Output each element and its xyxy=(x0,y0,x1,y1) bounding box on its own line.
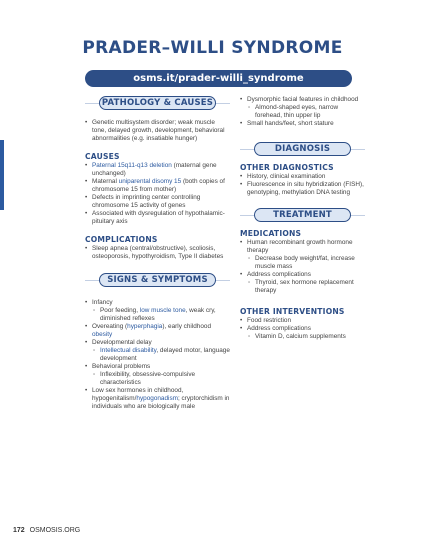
list-item: • Address complications xyxy=(240,271,365,279)
side-tab-marker xyxy=(0,140,4,210)
list-item: • Maternal uniparental disomy 15 (both copies of chromosome 15 from mother) xyxy=(85,178,230,194)
list-item: ◦ Decrease body weight/fat, increase muscle mass xyxy=(248,255,365,271)
link-obesity[interactable]: obesity xyxy=(92,331,113,338)
causes-title: CAUSES xyxy=(85,152,120,161)
link-hyperphagia[interactable]: hyperphagia xyxy=(127,323,163,330)
list-item: • Developmental delay xyxy=(85,339,230,347)
page-number: 172 xyxy=(13,527,25,534)
medications-list xyxy=(240,239,365,295)
list-item: • Human recombinant growth hormone therapy xyxy=(240,239,365,255)
link-hypogonadism[interactable]: hypogonadism xyxy=(136,395,178,402)
list-item: • Defects in imprinting center controlling chromosome 15 activity of genes xyxy=(85,194,230,210)
link-intellectual-disability[interactable]: Intellectual disability xyxy=(100,347,157,354)
list-item: ◦ Vitamin D, calcium supplements xyxy=(248,333,365,341)
right-column xyxy=(240,96,365,341)
list-item: ◦ Intellectual disability, delayed motor, language development xyxy=(93,347,230,363)
list-item: • Infancy xyxy=(85,299,230,307)
list-item: • Genetic multisystem disorder; weak muscle tone, delayed growth, development, behavioral abnormalities (e.g. insatiable hunger) xyxy=(85,119,230,143)
list-item: • Low sex hormones in childhood, hypogenitalism/hypogonadism; cryptorchidism in individuals who are biologically male xyxy=(85,387,230,411)
list-item: • Behavioral problems xyxy=(85,363,230,371)
list-item: • Dysmorphic facial features in childhood xyxy=(240,96,365,104)
list-item: • Fluorescence in situ hybridization (FISH), genotyping, methylation DNA testing xyxy=(240,181,365,197)
causes-list xyxy=(85,162,230,226)
complications-title: COMPLICATIONS xyxy=(85,235,158,244)
other-diagnostics-list xyxy=(240,173,365,197)
signs-list xyxy=(85,299,230,411)
other-interventions-list xyxy=(240,317,365,341)
list-item: • History, clinical examination xyxy=(240,173,365,181)
other-diagnostics-title: OTHER DIAGNOSTICS xyxy=(240,163,334,172)
list-item: • Associated with dysregulation of hypothalamic-pituitary axis xyxy=(85,210,230,226)
list-item: • Food restriction xyxy=(240,317,365,325)
link-paternal-deletion[interactable]: Paternal 15q11-q13 deletion xyxy=(92,162,172,169)
pathology-header: PATHOLOGY & CAUSES xyxy=(85,96,230,110)
list-item: • Small hands/feet, short stature xyxy=(240,120,365,128)
list-item: • Overeating (hyperphagia), early childhood obesity xyxy=(85,323,230,339)
list-item: ◦ Poor feeding, low muscle tone, weak cry, diminished reflexes xyxy=(93,307,230,323)
list-item: ◦ Inflexibility, obsessive-compulsive characteristics xyxy=(93,371,230,387)
link-uniparental-disomy[interactable]: uniparental disomy 15 xyxy=(118,178,182,185)
complications-list xyxy=(85,245,230,261)
treatment-header: TREATMENT xyxy=(240,208,365,222)
url-banner[interactable]: osms.it/prader-willi_syndrome xyxy=(85,70,352,87)
page-footer xyxy=(13,527,80,534)
list-item: ◦ Thyroid, sex hormone replacement therapy xyxy=(248,279,365,295)
list-item: ◦ Almond-shaped eyes, narrow forehead, thin upper lip xyxy=(248,104,365,120)
list-item: • Sleep apnea (central/obstructive), scoliosis, osteoporosis, hypothyroidism, Type II diabetes xyxy=(85,245,230,261)
diagnosis-header: DIAGNOSIS xyxy=(240,142,365,156)
page-title: PRADER–WILLI SYNDROME xyxy=(82,38,343,58)
signs-header: SIGNS & SYMPTOMS xyxy=(85,273,230,287)
other-interventions-title: OTHER INTERVENTIONS xyxy=(240,307,345,316)
list-item: • Paternal 15q11-q13 deletion (maternal gene unchanged) xyxy=(85,162,230,178)
list-item: • Address complications xyxy=(240,325,365,333)
pathology-intro-list xyxy=(85,119,230,143)
site-name[interactable]: OSMOSIS.ORG xyxy=(29,527,81,534)
medications-title: MEDICATIONS xyxy=(240,229,302,238)
link-low-muscle-tone[interactable]: low muscle tone xyxy=(139,307,186,314)
left-column xyxy=(85,96,230,411)
dysmorphic-list xyxy=(240,96,365,128)
